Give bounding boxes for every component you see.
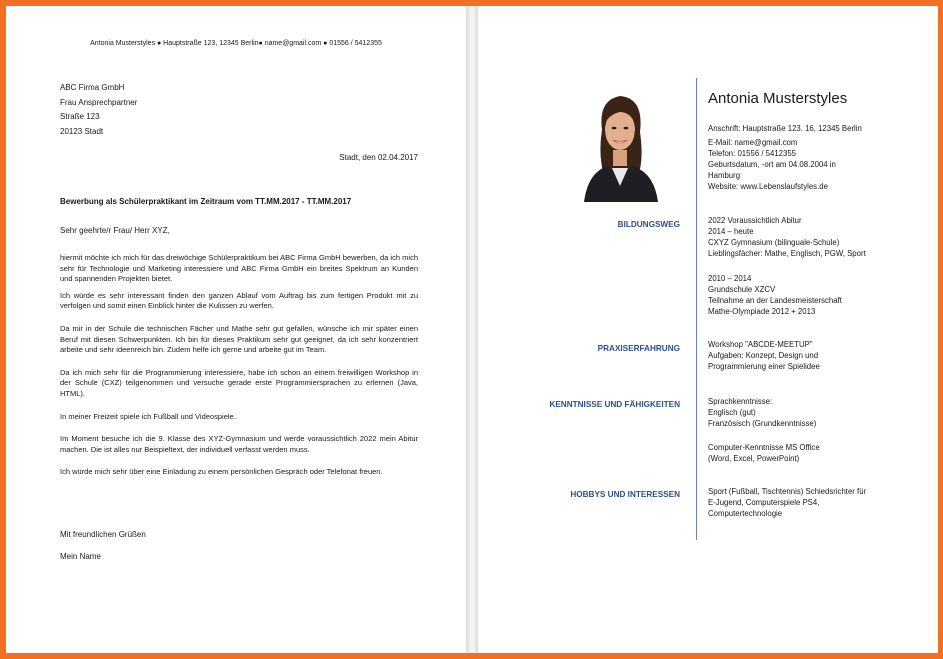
cv-birth: Geburtsdatum, -ort am 04.08.2004 in xyxy=(708,160,836,169)
cover-letter-page xyxy=(6,6,466,653)
cv-line: 2022 Voraussichtlich Abitur xyxy=(708,216,802,225)
cv-contact-block xyxy=(708,123,918,192)
section-title-practice: PRAXISERFAHRUNG xyxy=(597,344,680,353)
skills-block-1 xyxy=(708,396,918,429)
cv-line: Mathe-Olympiade 2012 + 2013 xyxy=(708,307,816,316)
cv-line: Grundschule XZCV xyxy=(708,285,776,294)
letter-signature: Mein Name xyxy=(60,552,101,561)
letter-paragraph: hiermit möchte ich mich für das dreiwöchige Schülerpraktikum bei ABC Firma GmbH bewerben, da ich mich sehr für Technologie und Marketing interessiere und ABC Firma GmbH ein breites Spektrum an Kunden und spannenden Projekten bietet. xyxy=(60,253,418,284)
page-gutter xyxy=(466,6,478,653)
letter-body xyxy=(60,253,418,484)
letter-paragraph: Ich würde es sehr interessant finden den ganzen Ablauf vom Auftrag bis zum fertigen Produkt mit zu verfolgen und somit einen Einblick hinter die Kulissen zu werfen. xyxy=(60,290,418,311)
skills-block-2 xyxy=(708,442,918,464)
cv-phone: Telefon: 01556 / 5412355 xyxy=(708,149,797,158)
letter-paragraph: Da mir in der Schule die technischen Fächer und Mathe sehr gut gefallen, wünsche ich mir später einen Beruf mit diesen Schwerpunkten. Ich bin für dieses Praktikum sehr gut geeignet, da ich sehr konzentriert arbeite und sehr ideenreich bin. Zudem helfe ich gerne und arbeite gut im Team. xyxy=(60,323,418,355)
recipient-street: Straße 123 xyxy=(60,112,100,121)
recipient-address xyxy=(60,81,137,139)
letter-subject: Bewerbung als Schülerpraktikant im Zeitraum vom TT.MM.2017 - TT.MM.2017 xyxy=(60,197,352,206)
section-title-hobbies: HOBBYS UND INTERESSEN xyxy=(570,490,680,499)
cv-line: Computertechnologie xyxy=(708,509,783,518)
cv-line: Workshop "ABCDE-MEETUP" xyxy=(708,340,813,349)
cv-line: (Word, Excel, PowerPoint) xyxy=(708,454,800,463)
letter-date: Stadt, den 02.04.2017 xyxy=(339,153,418,162)
cv-line: Sprachkenntnisse: xyxy=(708,397,773,406)
cv-line: Lieblingsfächer: Mathe, Englisch, PGW, Sport xyxy=(708,249,866,258)
education-block-1 xyxy=(708,215,918,259)
recipient-company: ABC Firma GmbH xyxy=(60,83,125,92)
cv-line: 2014 – heute xyxy=(708,227,754,236)
cv-website: Website: www.Lebenslaufstyles.de xyxy=(708,182,828,191)
letter-paragraph: Da ich mich sehr für die Programmierung interessiere, habe ich schon an einem freiwilligen Workshop in der Schule (CXZ) teilgenommen und versuche gerade erste Programmiersprachen zu erlernen (Java, HTML). xyxy=(60,367,418,398)
cv-divider-line xyxy=(696,78,697,540)
letter-salutation: Sehr geehrte/r Frau/ Herr XYZ, xyxy=(60,226,170,235)
hobbies-block xyxy=(708,486,918,519)
cv-birth-city: Hamburg xyxy=(708,171,741,180)
letter-paragraph: Ich würde mich sehr über eine Einladung zu einem persönlichen Gespräch oder Telefonat freuen. xyxy=(60,467,383,477)
cv-line: Aufgaben: Konzept, Design und xyxy=(708,351,819,360)
section-title-skills: KENNTNISSE UND FÄHIGKEITEN xyxy=(549,400,680,409)
sender-line: Antonia Musterstyles ● Hauptstraße 123, 12345 Berlin● name@gmail.com ● 01556 / 5412355 xyxy=(90,40,382,47)
section-title-education: BILDUNGSWEG xyxy=(617,220,680,229)
recipient-contact: Frau Ansprechpartner xyxy=(60,97,138,107)
cv-name: Antonia Musterstyles xyxy=(708,90,848,107)
education-block-2 xyxy=(708,273,918,317)
cv-line: E-Jugend, Computerspiele PS4, xyxy=(708,498,820,507)
cv-line: Sport (Fußball, Tischtennis) Schiedsrichter für xyxy=(708,487,867,496)
cv-page xyxy=(478,6,938,653)
letter-paragraph: In meiner Freizeit spiele ich Fußball und Videospiele. xyxy=(60,411,236,421)
cv-address: Anschrift: Hauptstraße 123. 16, 12345 Berlin xyxy=(708,124,862,133)
profile-photo xyxy=(574,90,666,202)
cv-line: 2010 – 2014 xyxy=(708,274,752,283)
cv-line: Programmierung einer Spielidee xyxy=(708,362,820,371)
cv-line: Französisch (Grundkenntnisse) xyxy=(708,419,817,428)
letter-closing: Mit freundlichen Grüßen xyxy=(60,530,146,539)
cv-line: Englisch (gut) xyxy=(708,408,756,417)
cv-line: Computer-Kenntnisse MS Office xyxy=(708,443,820,452)
cv-line: CXYZ Gymnasium (bilinguale-Schule) xyxy=(708,238,840,247)
cv-email: E-Mail: name@gmail.com xyxy=(708,138,798,147)
practice-block xyxy=(708,339,918,372)
recipient-city: 20123 Stadt xyxy=(60,126,104,136)
cv-line: Teilnahme an der Landesmeisterschaft xyxy=(708,296,842,305)
letter-paragraph: Im Moment besuche ich die 9. Klasse des XYZ-Gymnasium und werde voraussichtlich 2022 mein Abitur machen. Die ist alles nur Beispieltext, der individuell verfasst werden muss. xyxy=(60,434,418,454)
